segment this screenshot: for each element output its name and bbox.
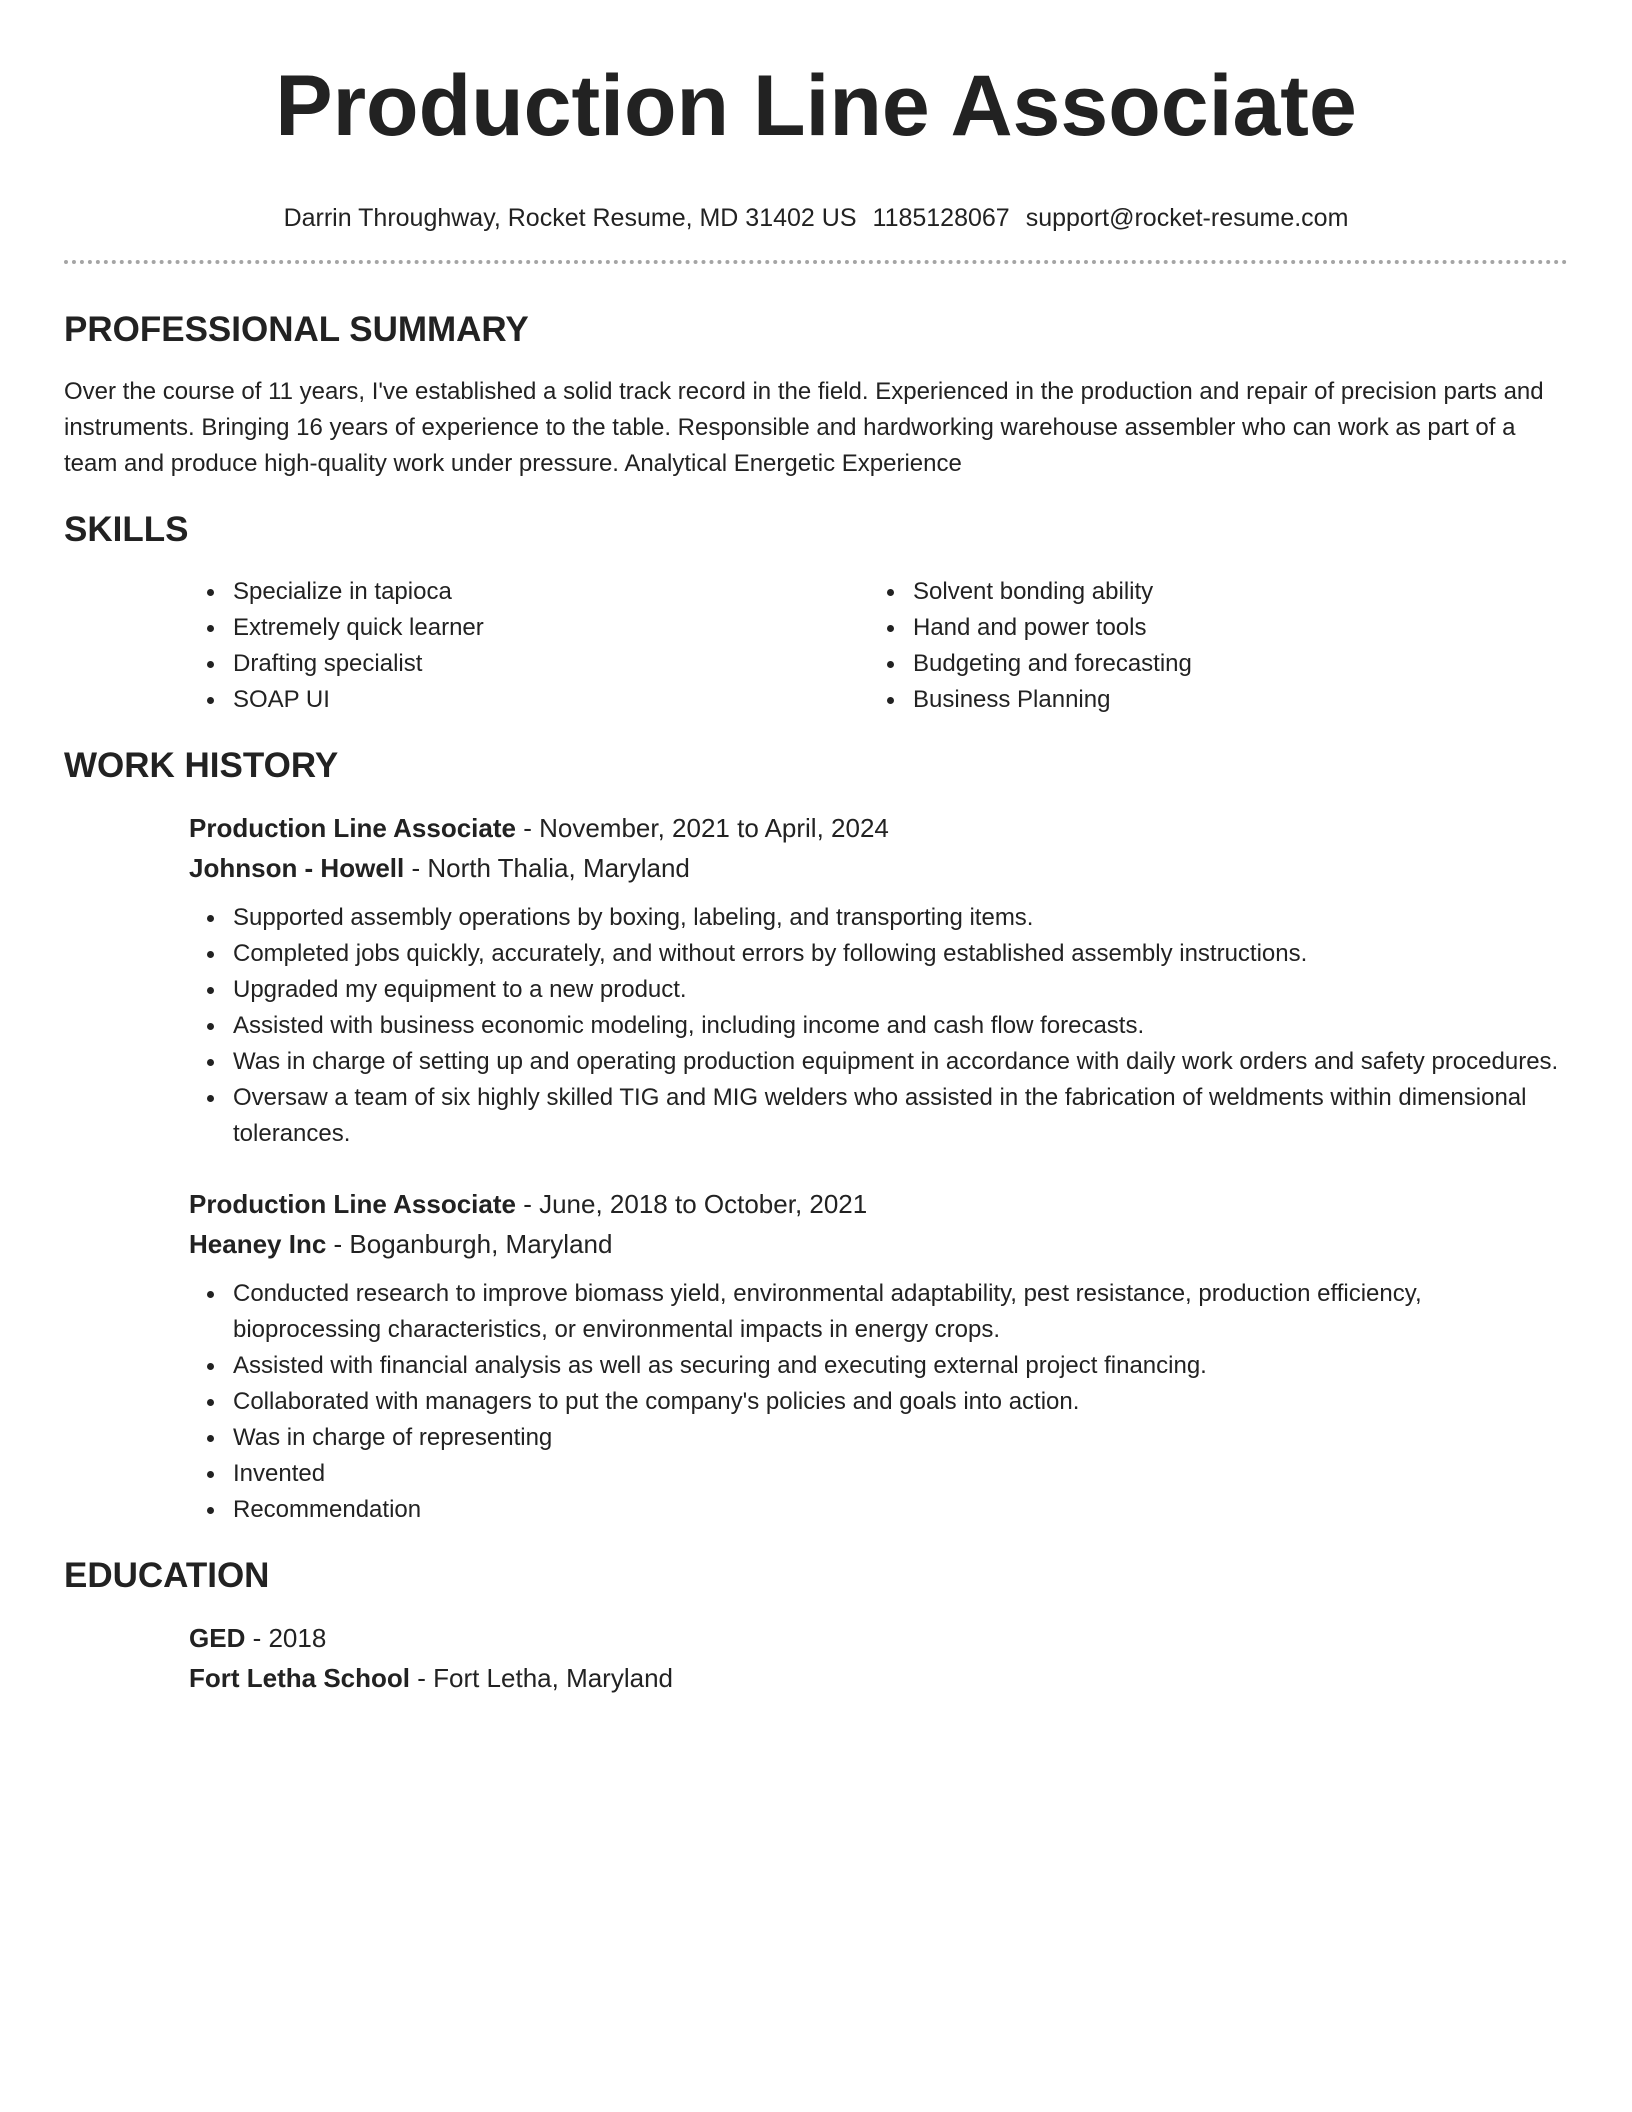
separator: - [326, 1229, 350, 1259]
job-dates: November, 2021 to April, 2024 [539, 813, 889, 843]
skill-item: Hand and power tools [913, 610, 1549, 646]
work-history-heading: WORK HISTORY [64, 746, 339, 785]
contact-line [64, 202, 1568, 234]
skills-heading: SKILLS [64, 510, 189, 549]
education-heading: EDUCATION [64, 1556, 270, 1595]
job-bullet: Supported assembly operations by boxing, labeling, and transporting items. [233, 900, 1568, 936]
skills-list-right [869, 574, 1549, 718]
education-entry [189, 1618, 1568, 1698]
education-school: Fort Letha School [189, 1663, 410, 1693]
job-bullet: Was in charge of representing [233, 1420, 1568, 1456]
job-entry [189, 1184, 1568, 1528]
education-year: 2018 [268, 1623, 327, 1653]
contact-email: support@rocket-resume.com [1025, 204, 1349, 232]
job-role: Production Line Associate [189, 813, 516, 843]
job-bullet: Invented [233, 1456, 1568, 1492]
contact-address: Darrin Throughway, Rocket Resume, MD 31402 US [283, 204, 857, 232]
job-company: Johnson - Howell [189, 853, 405, 883]
job-bullets [189, 1276, 1568, 1528]
skill-item: Business Planning [913, 682, 1549, 718]
education-school-line [189, 1658, 1568, 1698]
resume-title: Production Line Associate [275, 58, 1357, 154]
skill-item: Extremely quick learner [233, 610, 869, 646]
skill-item: Solvent bonding ability [913, 574, 1549, 610]
job-bullet: Completed jobs quickly, accurately, and without errors by following established assembly instructions. [233, 936, 1568, 972]
skill-item: Budgeting and forecasting [913, 646, 1549, 682]
education-degree: GED [189, 1623, 246, 1653]
job-company-line [189, 848, 1568, 888]
job-bullet: Assisted with business economic modeling, including income and cash flow forecasts. [233, 1008, 1568, 1044]
job-title-line [189, 1184, 1568, 1224]
education-section [64, 1554, 1568, 1698]
job-dates: June, 2018 to October, 2021 [539, 1189, 868, 1219]
work-history-section [64, 744, 1568, 1528]
job-company-line [189, 1224, 1568, 1264]
contact-phone: 1185128067 [872, 204, 1010, 232]
education-location: Fort Letha, Maryland [433, 1663, 673, 1693]
separator: - [245, 1623, 269, 1653]
job-company: Heaney Inc [189, 1229, 327, 1259]
skills-list-left [189, 574, 869, 718]
job-role: Production Line Associate [189, 1189, 516, 1219]
job-location: Boganburgh, Maryland [349, 1229, 613, 1259]
summary-section [64, 308, 1568, 482]
job-title-line [189, 808, 1568, 848]
separator: - [404, 853, 428, 883]
skill-item: Specialize in tapioca [233, 574, 869, 610]
skills-column-right [869, 574, 1549, 718]
separator: - [410, 1663, 434, 1693]
skills-section [64, 508, 1568, 718]
skills-columns [189, 574, 1568, 718]
job-bullet: Collaborated with managers to put the company's policies and goals into action. [233, 1384, 1568, 1420]
job-bullet: Assisted with financial analysis as well as securing and executing external project financing. [233, 1348, 1568, 1384]
skill-item: Drafting specialist [233, 646, 869, 682]
header-divider [64, 260, 1568, 264]
job-location: North Thalia, Maryland [427, 853, 690, 883]
separator: - [515, 813, 540, 843]
job-bullet: Oversaw a team of six highly skilled TIG and MIG welders who assisted in the fabrication of weldments within dimensional tolerances. [233, 1080, 1568, 1152]
job-bullet: Conducted research to improve biomass yield, environmental adaptability, pest resistance, production efficiency, bioprocessing characteristics, or environmental impacts in energy crops. [233, 1276, 1568, 1348]
job-bullet: Upgraded my equipment to a new product. [233, 972, 1568, 1008]
resume-header [64, 0, 1568, 234]
education-degree-line [189, 1618, 1568, 1658]
skill-item: SOAP UI [233, 682, 869, 718]
skills-column-left [189, 574, 869, 718]
separator: - [515, 1189, 540, 1219]
job-bullets [189, 900, 1568, 1152]
job-bullet: Was in charge of setting up and operating production equipment in accordance with daily work orders and safety procedures. [233, 1044, 1568, 1080]
job-entry [189, 808, 1568, 1152]
summary-heading: PROFESSIONAL SUMMARY [64, 310, 529, 349]
job-bullet: Recommendation [233, 1492, 1568, 1528]
summary-text: Over the course of 11 years, I've established a solid track record in the field. Experienced in the production and repair of precision parts and instruments. Bringing 16 years of experience to the table. Responsible and hardworking warehouse assembler who can work as part of a team and produce high-quality work under pressure. Analytical Energetic Experience [64, 378, 1544, 477]
